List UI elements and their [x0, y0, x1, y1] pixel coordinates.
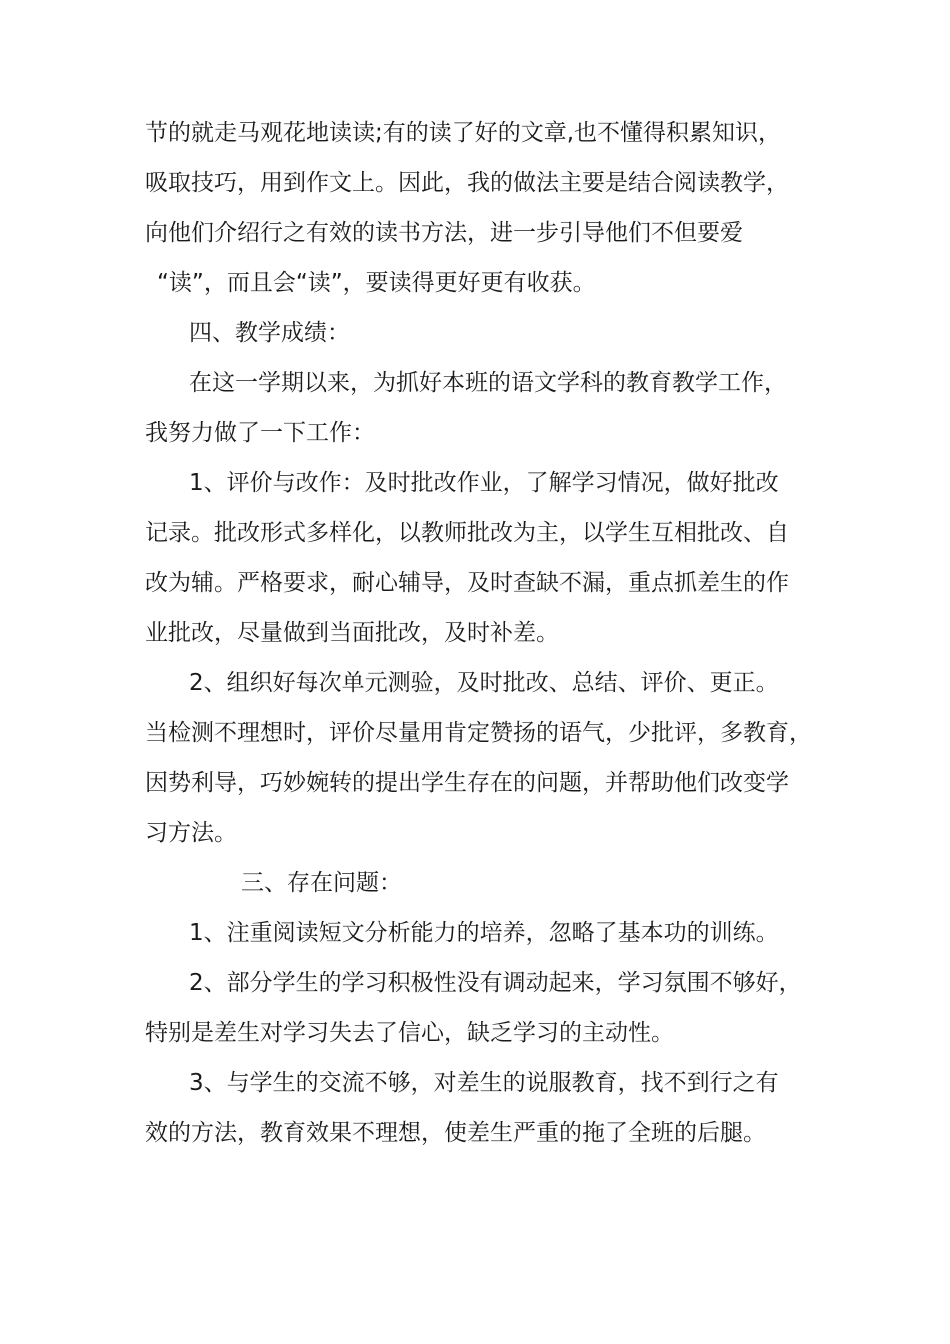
text-line: 1、评价与改作：及时批改作业，了解学习情况，做好批改 — [189, 470, 779, 496]
text-line: 在这一学期以来，为抓好本班的语文学科的教育教学工作， — [189, 370, 787, 396]
text-line: 因势利导，巧妙婉转的提出学生存在的问题，并帮助他们改变学 — [145, 770, 789, 796]
text-line: 效的方法，教育效果不理想，使差生严重的拖了全班的后腿。 — [145, 1120, 766, 1146]
text-line: 记录。批改形式多样化，以教师批改为主，以学生互相批改、自 — [145, 520, 789, 546]
text-line: 2、组织好每次单元测验，及时批改、总结、评价、更正。 — [189, 670, 779, 696]
document-body — [145, 108, 825, 1158]
text-line: 吸取技巧，用到作文上。因此，我的做法主要是结合阅读教学， — [145, 170, 789, 196]
text-line: 节的就走马观花地读读;有的读了好的文章,也不懂得积累知识， — [145, 120, 782, 146]
section-heading: 三、存在问题： — [241, 870, 402, 896]
text-line: 2、部分学生的学习积极性没有调动起来，学习氛围不够好， — [189, 970, 802, 996]
text-line: 特别是差生对学习失去了信心，缺乏学习的主动性。 — [145, 1020, 674, 1046]
text-line: 改为辅。严格要求，耐心辅导，及时查缺不漏，重点抓差生的作 — [145, 570, 789, 596]
text-line: 当检测不理想时，评价尽量用肯定赞扬的语气，少批评，多教育， — [145, 720, 812, 746]
text-line: 向他们介绍行之有效的读书方法，进一步引导他们不但要爱 — [145, 220, 743, 246]
text-line: 3、与学生的交流不够，对差生的说服教育，找不到行之有 — [189, 1070, 779, 1096]
section-heading: 四、教学成绩： — [189, 320, 350, 346]
text-line: 1、注重阅读短文分析能力的培养，忽略了基本功的训练。 — [189, 920, 779, 946]
text-line: “读”，而且会“读”，要读得更好更有收获。 — [157, 270, 596, 296]
text-line: 业批改，尽量做到当面批改，及时补差。 — [145, 620, 559, 646]
text-line: 习方法。 — [145, 820, 237, 846]
text-line: 我努力做了一下工作： — [145, 420, 375, 446]
